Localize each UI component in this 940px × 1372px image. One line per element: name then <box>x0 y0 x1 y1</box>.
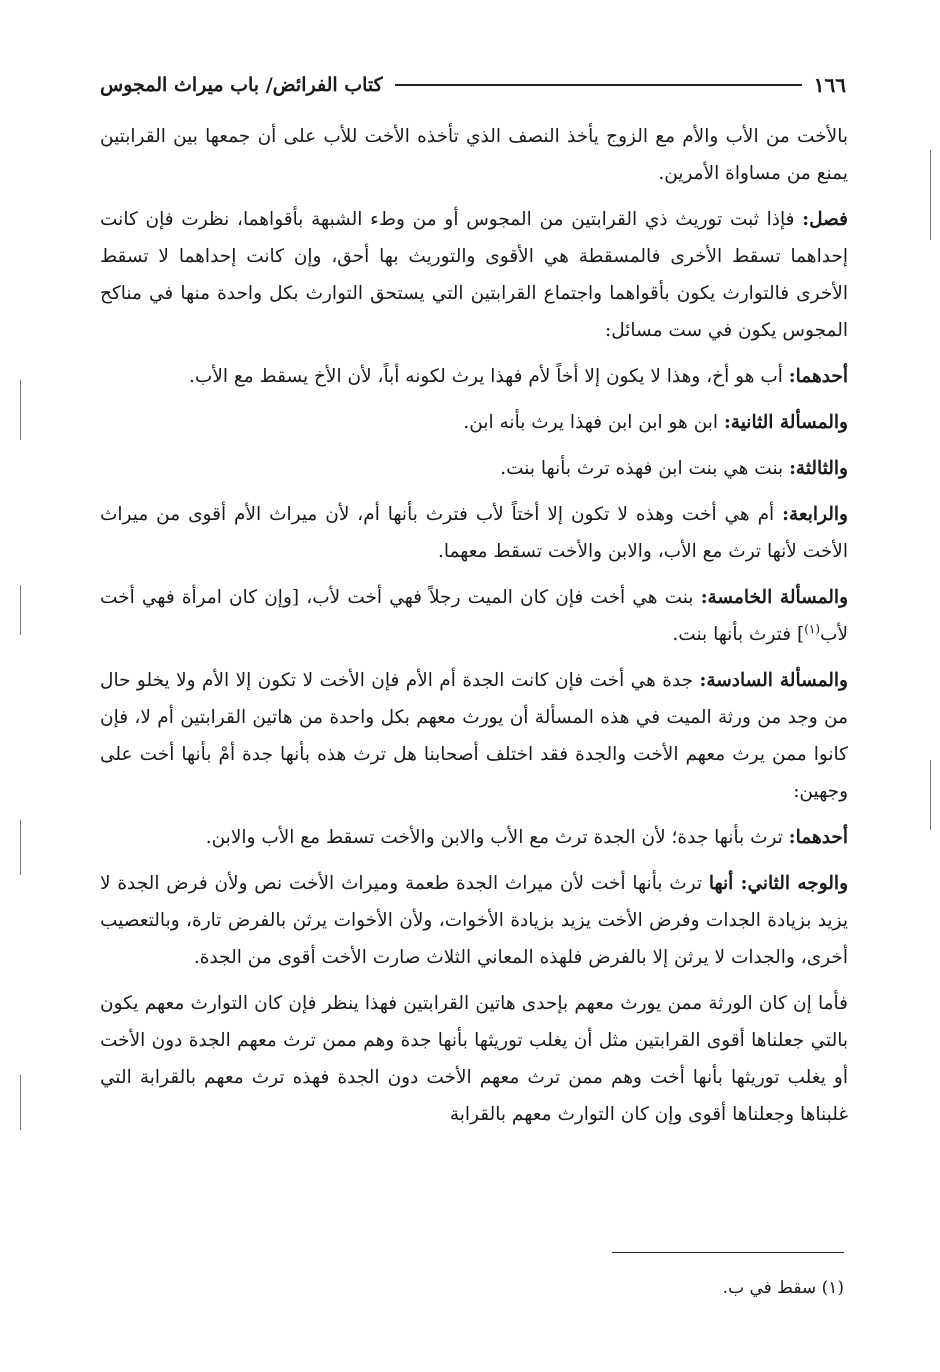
paragraph <box>100 358 848 395</box>
scan-margin-mark <box>20 820 21 875</box>
paragraph-lead: أحدهما: <box>788 827 848 848</box>
paragraph-text: فإذا ثبت توريث ذي القرابتين من المجوس أو من وطء الشبهة بأقواهما، نظرت فإن كانت إحداهما تسقط الأخرى فالمسقطة هي الأقوى والتوريث بها أحق، وإن كانت إحداهما لا تسقط الأخرى فالتوارث يكون بأقواهما واجتماع القرابتين التي يستحق التوارث بكل واحدة منها في مناكح المجوس يكون في ست مسائل: <box>100 209 848 341</box>
paragraph-lead: أحدهما: <box>788 366 848 387</box>
paragraph <box>100 496 848 570</box>
paragraph <box>100 662 848 810</box>
paragraph-text: بنت هي أخت فإن كان الميت رجلاً فهي أخت لأب، [وإن كان امرأة فهي أخت لأب <box>100 587 848 645</box>
paragraph-text: بنت هي بنت ابن فهذه ترث بأنها بنت. <box>500 458 784 479</box>
paragraph-text: أم هي أخت وهذه لا تكون إلا أختاً لأب فترث بأنها أم، لأن ميراث الأم أقوى من ميراث الأخت لأنها ترث مع الأب، والابن والأخت تسقط معهما. <box>100 504 848 562</box>
paragraph-lead: فصل: <box>802 209 848 230</box>
main-text <box>100 118 848 1142</box>
paragraph <box>100 985 848 1133</box>
paragraph <box>100 819 848 856</box>
paragraph-lead: والثالثة: <box>789 458 848 479</box>
footnote <box>244 1278 844 1298</box>
page-number: ١٦٦ <box>813 73 846 97</box>
scan-margin-mark <box>930 150 931 240</box>
paragraph-text: ترث بأنها أخت لأن ميراث الجدة طعمة وميراث الأخت نص ولأن فرض الجدة لا يزيد بزيادة الجدات وفرض الأخت يزيد بزيادة الأخوات، ولأن الأخوات يرثن بالفرض تارة، وبالتعصيب أخرى، والجدات لا يرثن إلا بالفرض فلهذه المعاني الثلاث صارت الأخت أقوى من الجدة. <box>100 873 848 968</box>
scan-margin-mark <box>20 1075 21 1130</box>
scan-margin-mark <box>20 585 21 635</box>
paragraph-text: ابن هو ابن ابن فهذا يرث بأنه ابن. <box>463 412 719 433</box>
paragraph-text: فأما إن كان الورثة ممن يورث معهم بإحدى هاتين القرابتين فهذا ينظر فإن كان التوارث معهم يكون بالتي جعلناها أقوى القرابتين مثل أن يغلب توريثها بأنها جدة وهم ممن ترث معهم الجدة دون الأخت أو يغلب توريثها بأنها أخت وهم ممن ترث معهم الأخت دون الجدة فهذه ترث معهم بالقرابة التي غلبناها وجعلناها أقوى وإن كان التوارث معهم بالقرابة <box>100 993 848 1125</box>
paragraph-text: أب هو أخ، وهذا لا يكون إلا أخاً لأم فهذا يرث لكونه أباً، لأن الأخ يسقط مع الأب. <box>189 366 783 387</box>
page-header <box>100 68 846 102</box>
paragraph-text: ترث بأنها جدة؛ لأن الجدة ترث مع الأب والابن والأخت تسقط مع الأب والابن. <box>205 827 783 848</box>
paragraph <box>100 450 848 487</box>
paragraph-text: بالأخت من الأب والأم مع الزوج يأخذ النصف الذي تأخذه الأخت للأب على أن جمعها بين القرابتين يمنع من مساواة الأمرين. <box>100 126 848 184</box>
footnote-separator <box>612 1252 844 1253</box>
footnote-text: سقط في ب. <box>722 1278 817 1298</box>
footnote-reference: (١) <box>804 621 821 636</box>
paragraph-lead: والرابعة: <box>782 504 848 525</box>
running-title: كتاب الفرائض/ باب ميراث المجوس <box>100 74 383 96</box>
paragraph <box>100 201 848 349</box>
paragraph-lead: والمسألة الخامسة: <box>700 587 849 608</box>
paragraph-text: ] فترث بأنها بنت. <box>672 624 805 645</box>
footnote-number: (١) <box>821 1278 844 1298</box>
paragraph-lead: والوجه الثاني: أنها <box>708 873 849 894</box>
paragraph-lead: والمسألة السادسة: <box>699 670 848 691</box>
paragraph <box>100 404 848 441</box>
paragraph-lead: والمسألة الثانية: <box>723 412 848 433</box>
paragraph <box>100 579 848 653</box>
header-rule <box>395 84 802 86</box>
scan-margin-mark <box>930 760 931 830</box>
paragraph <box>100 865 848 976</box>
paragraph-text: جدة هي أخت فإن كانت الجدة أم الأم فإن الأخت لا تكون إلا الأم ولا يخلو حال من وجد من ورثة الميت في هذه المسألة أن يورث معهم بكل واحدة من هاتين القرابتين أم لا، فإن كانوا ممن يرث معهم الأخت والجدة فقد اختلف أصحابنا هل ترث هذه بأنها جدة أمْ بأنها أخت على وجهين: <box>100 670 848 802</box>
paragraph <box>100 118 848 192</box>
scan-margin-mark <box>20 380 21 440</box>
